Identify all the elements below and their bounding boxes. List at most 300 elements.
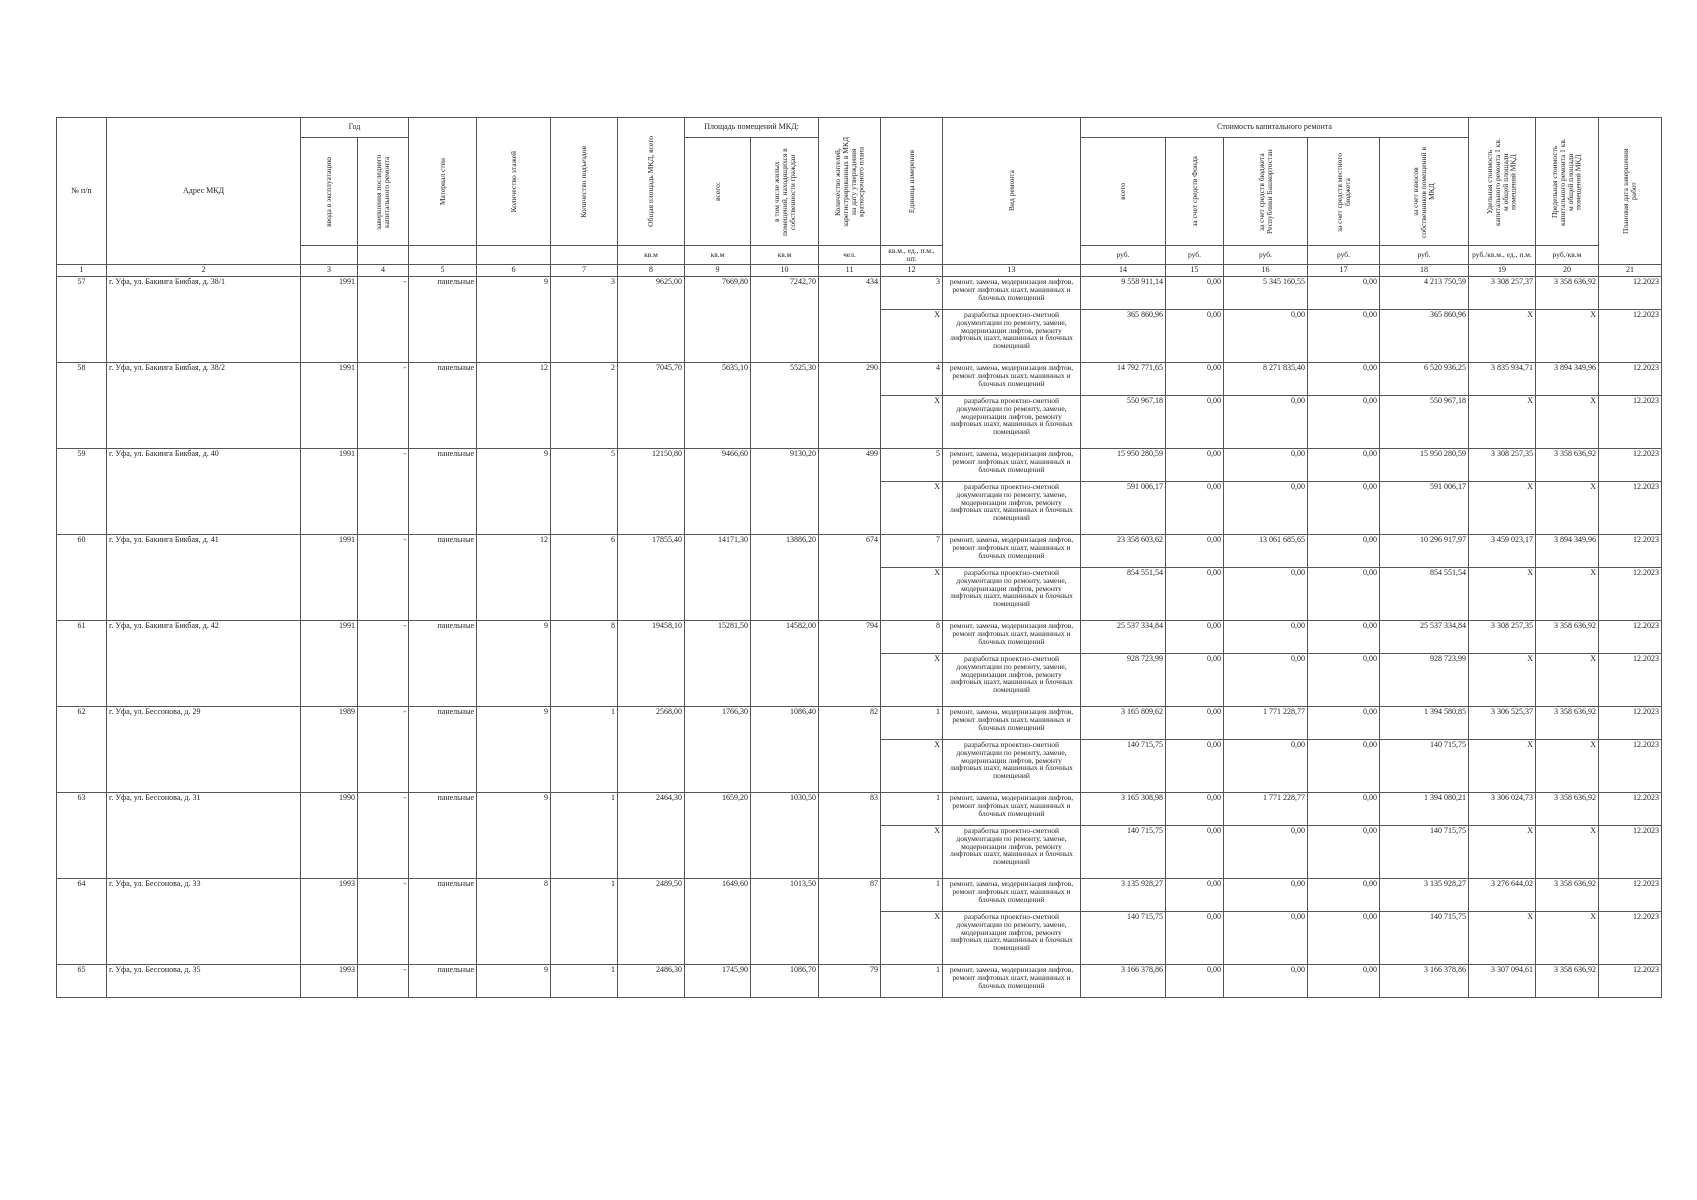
row-area-own: 1030,50 <box>751 792 819 878</box>
row-cost-total: 3 165 809,62 <box>1081 706 1166 739</box>
row-total-area: 2464,30 <box>618 792 685 878</box>
header-cost-owners: за счет взносов собственников помещений в МКД <box>1380 138 1469 246</box>
table-row <box>57 276 1662 309</box>
column-number: 13 <box>943 264 1081 276</box>
row-limit-cost: 3 358 636,92 <box>1536 276 1599 309</box>
row-cost-total: 854 551,54 <box>1081 567 1166 620</box>
row-cost-fund: 0,00 <box>1166 362 1224 395</box>
column-number-row <box>57 264 1662 276</box>
column-number: 17 <box>1308 264 1380 276</box>
header-cost-local: за счет средств местного бюджета <box>1308 138 1380 246</box>
row-limit-cost: X <box>1536 911 1599 964</box>
row-unit-cost: 3 459 023,17 <box>1469 534 1536 567</box>
row-entrances: 3 <box>551 276 618 362</box>
unit-rub: руб. <box>1081 246 1166 265</box>
row-work-type: разработка проектно-сметной документации по ремонту, замене, модернизации лифтов, ремонту лифтовых шахт, машинных и блочных помещений <box>943 911 1081 964</box>
row-address: г. Уфа, ул. Бессонова, д. 35 <box>107 964 301 997</box>
column-number: 9 <box>685 264 751 276</box>
row-cost-owners: 4 213 750,59 <box>1380 276 1469 309</box>
row-limit-cost: X <box>1536 309 1599 362</box>
row-total-area: 2486,30 <box>618 964 685 997</box>
row-cost-local: 0,00 <box>1308 911 1380 964</box>
row-unit-cost: 3 306 525,37 <box>1469 706 1536 739</box>
row-entrances: 2 <box>551 362 618 448</box>
row-work-type: разработка проектно-сметной документации по ремонту, замене, модернизации лифтов, ремонту лифтовых шахт, машинных и блочных помещений <box>943 481 1081 534</box>
row-area-own: 13886,20 <box>751 534 819 620</box>
row-floors: 12 <box>477 534 551 620</box>
row-limit-cost: 3 358 636,92 <box>1536 448 1599 481</box>
table-body <box>57 276 1662 997</box>
header-total-area: Общая площадь МКД, всего <box>618 118 685 246</box>
header-col-address: Адрес МКД <box>107 118 301 265</box>
row-work-type: ремонт, замена, модернизация лифтов, ремонт лифтовых шахт, машинных и блочных помещений <box>943 792 1081 825</box>
table-row <box>57 620 1662 653</box>
row-floors: 12 <box>477 362 551 448</box>
row-cost-republic: 0,00 <box>1224 481 1308 534</box>
row-deadline: 12.2023 <box>1599 534 1662 567</box>
row-cost-total: 365 860,96 <box>1081 309 1166 362</box>
row-residents: 434 <box>819 276 881 362</box>
table-header <box>57 118 1662 277</box>
row-cost-owners: 365 860,96 <box>1380 309 1469 362</box>
row-floors: 9 <box>477 706 551 792</box>
row-unit-cost: 3 308 257,35 <box>1469 448 1536 481</box>
row-unit-cost: 3 307 094,61 <box>1469 964 1536 997</box>
row-deadline: 12.2023 <box>1599 395 1662 448</box>
row-limit-cost: X <box>1536 481 1599 534</box>
row-quantity: 5 <box>881 448 943 481</box>
row-year-commission: 1991 <box>301 620 358 706</box>
row-number: 60 <box>57 534 107 620</box>
register-sheet <box>56 117 1662 998</box>
unit-rub: руб. <box>1380 246 1469 265</box>
row-year-commission: 1991 <box>301 362 358 448</box>
column-number: 14 <box>1081 264 1166 276</box>
row-unit-cost: 3 308 257,37 <box>1469 276 1536 309</box>
row-number: 58 <box>57 362 107 448</box>
row-address: г. Уфа, ул. Бессонова, д. 33 <box>107 878 301 964</box>
row-limit-cost: 3 358 636,92 <box>1536 706 1599 739</box>
column-number: 3 <box>301 264 358 276</box>
row-year-commission: 1991 <box>301 534 358 620</box>
unit-rub: руб. <box>1308 246 1380 265</box>
row-area-all: 1659,20 <box>685 792 751 878</box>
column-number: 8 <box>618 264 685 276</box>
row-year-last-repair: - <box>358 534 409 620</box>
row-cost-fund: 0,00 <box>1166 448 1224 481</box>
row-total-area: 19458,10 <box>618 620 685 706</box>
row-work-type: ремонт, замена, модернизация лифтов, ремонт лифтовых шахт, машинных и блочных помещений <box>943 878 1081 911</box>
row-unit-cost: X <box>1469 481 1536 534</box>
row-residents: 79 <box>819 964 881 997</box>
row-cost-total: 3 166 378,86 <box>1081 964 1166 997</box>
row-number: 65 <box>57 964 107 997</box>
row-deadline: 12.2023 <box>1599 653 1662 706</box>
row-floors: 9 <box>477 276 551 362</box>
row-cost-total: 140 715,75 <box>1081 739 1166 792</box>
row-cost-owners: 140 715,75 <box>1380 825 1469 878</box>
row-year-last-repair: - <box>358 792 409 878</box>
row-deadline: 12.2023 <box>1599 825 1662 878</box>
row-cost-fund: 0,00 <box>1166 620 1224 653</box>
row-work-type: разработка проектно-сметной документации по ремонту, замене, модернизации лифтов, ремонту лифтовых шахт, машинных и блочных помещений <box>943 395 1081 448</box>
row-cost-owners: 591 006,17 <box>1380 481 1469 534</box>
row-address: г. Уфа, ул. Бессонова, д. 31 <box>107 792 301 878</box>
row-cost-owners: 3 166 378,86 <box>1380 964 1469 997</box>
column-number: 7 <box>551 264 618 276</box>
row-quantity: X <box>881 911 943 964</box>
row-quantity: X <box>881 739 943 792</box>
row-cost-fund: 0,00 <box>1166 567 1224 620</box>
row-address: г. Уфа, ул. Бакиига Бикбая, д. 38/1 <box>107 276 301 362</box>
row-unit-cost: X <box>1469 739 1536 792</box>
row-quantity: 1 <box>881 706 943 739</box>
row-cost-total: 3 165 308,98 <box>1081 792 1166 825</box>
row-area-all: 15281,50 <box>685 620 751 706</box>
header-limit-cost: Предельная стоимость капитального ремонта 1 кв. м общей площади помещений МКД <box>1536 118 1599 246</box>
header-deadline: Плановая дата завершения работ <box>1599 118 1662 265</box>
row-cost-republic: 0,00 <box>1224 739 1308 792</box>
row-cost-total: 928 723,99 <box>1081 653 1166 706</box>
row-year-last-repair: - <box>358 448 409 534</box>
row-unit-cost: 3 276 644,02 <box>1469 878 1536 911</box>
row-wall-material: панельные <box>409 964 477 997</box>
row-work-type: ремонт, замена, модернизация лифтов, ремонт лифтовых шахт, машинных и блочных помещений <box>943 362 1081 395</box>
row-limit-cost: 3 358 636,92 <box>1536 964 1599 997</box>
unit-rub: руб. <box>1166 246 1224 265</box>
row-deadline: 12.2023 <box>1599 911 1662 964</box>
header-area-incl: в том числе жилых помещений, находящихся в собственности граждан <box>751 138 819 246</box>
header-unit-of-measure: Единица измерения <box>881 118 943 246</box>
row-work-type: разработка проектно-сметной документации по ремонту, замене, модернизации лифтов, ремонту лифтовых шахт, машинных и блочных помещений <box>943 567 1081 620</box>
unit-area: кв.м <box>618 246 685 265</box>
row-residents: 83 <box>819 792 881 878</box>
row-unit-cost: 3 308 257,35 <box>1469 620 1536 653</box>
row-address: г. Уфа, ул. Бакиига Бикбая, д. 38/2 <box>107 362 301 448</box>
row-area-all: 14171,30 <box>685 534 751 620</box>
row-wall-material: панельные <box>409 448 477 534</box>
row-cost-owners: 6 520 936,25 <box>1380 362 1469 395</box>
row-cost-owners: 140 715,75 <box>1380 911 1469 964</box>
row-limit-cost: X <box>1536 739 1599 792</box>
unit-measure: кв.м., ед., п.м., шт. <box>881 246 943 265</box>
header-floors: Количество этажей <box>477 118 551 246</box>
header-year-commission: ввода в эксплуатацию <box>301 138 358 246</box>
row-cost-fund: 0,00 <box>1166 739 1224 792</box>
row-unit-cost: 3 306 024,73 <box>1469 792 1536 825</box>
row-number: 57 <box>57 276 107 362</box>
table-row <box>57 706 1662 739</box>
row-area-own: 1086,40 <box>751 706 819 792</box>
row-unit-cost: X <box>1469 825 1536 878</box>
row-area-all: 7669,80 <box>685 276 751 362</box>
row-cost-owners: 140 715,75 <box>1380 739 1469 792</box>
row-year-commission: 1993 <box>301 878 358 964</box>
row-residents: 290 <box>819 362 881 448</box>
row-cost-local: 0,00 <box>1308 276 1380 309</box>
row-year-last-repair: - <box>358 878 409 964</box>
row-area-all: 9466,60 <box>685 448 751 534</box>
row-area-own: 9130,20 <box>751 448 819 534</box>
header-area-all: всего: <box>685 138 751 246</box>
row-residents: 794 <box>819 620 881 706</box>
unit-area: кв.м <box>685 246 751 265</box>
row-cost-local: 0,00 <box>1308 309 1380 362</box>
row-year-commission: 1989 <box>301 706 358 792</box>
row-cost-total: 14 792 771,65 <box>1081 362 1166 395</box>
row-cost-fund: 0,00 <box>1166 309 1224 362</box>
column-number: 21 <box>1599 264 1662 276</box>
row-cost-total: 23 358 603,62 <box>1081 534 1166 567</box>
row-residents: 499 <box>819 448 881 534</box>
column-number: 20 <box>1536 264 1599 276</box>
row-cost-fund: 0,00 <box>1166 706 1224 739</box>
row-wall-material: панельные <box>409 620 477 706</box>
row-work-type: ремонт, замена, модернизация лифтов, ремонт лифтовых шахт, машинных и блочных помещений <box>943 964 1081 997</box>
row-residents: 674 <box>819 534 881 620</box>
row-area-all: 5635,10 <box>685 362 751 448</box>
row-cost-republic: 1 771 228,77 <box>1224 792 1308 825</box>
row-cost-local: 0,00 <box>1308 878 1380 911</box>
header-cost-total: всего <box>1081 138 1166 246</box>
row-deadline: 12.2023 <box>1599 964 1662 997</box>
row-total-area: 2489,50 <box>618 878 685 964</box>
column-number: 16 <box>1224 264 1308 276</box>
row-work-type: ремонт, замена, модернизация лифтов, ремонт лифтовых шахт, машинных и блочных помещений <box>943 620 1081 653</box>
row-unit-cost: X <box>1469 395 1536 448</box>
row-cost-fund: 0,00 <box>1166 395 1224 448</box>
row-wall-material: панельные <box>409 792 477 878</box>
row-quantity: 7 <box>881 534 943 567</box>
row-entrances: 1 <box>551 706 618 792</box>
row-cost-republic: 1 771 228,77 <box>1224 706 1308 739</box>
header-cost-republic: за счет средств бюджета Республики Башкортостан <box>1224 138 1308 246</box>
row-cost-owners: 3 135 928,27 <box>1380 878 1469 911</box>
row-number: 62 <box>57 706 107 792</box>
row-cost-local: 0,00 <box>1308 362 1380 395</box>
row-entrances: 5 <box>551 448 618 534</box>
column-number: 5 <box>409 264 477 276</box>
unit-people: чел. <box>819 246 881 265</box>
row-floors: 9 <box>477 620 551 706</box>
row-cost-republic: 13 061 685,65 <box>1224 534 1308 567</box>
row-unit-cost: X <box>1469 911 1536 964</box>
row-wall-material: панельные <box>409 534 477 620</box>
row-work-type: ремонт, замена, модернизация лифтов, ремонт лифтовых шахт, машинных и блочных помещений <box>943 276 1081 309</box>
row-cost-republic: 0,00 <box>1224 825 1308 878</box>
row-number: 64 <box>57 878 107 964</box>
row-cost-owners: 1 394 580,85 <box>1380 706 1469 739</box>
row-floors: 9 <box>477 792 551 878</box>
row-work-type: разработка проектно-сметной документации по ремонту, замене, модернизации лифтов, ремонту лифтовых шахт, машинных и блочных помещений <box>943 825 1081 878</box>
row-cost-owners: 10 296 917,97 <box>1380 534 1469 567</box>
row-address: г. Уфа, ул. Бессонова, д. 29 <box>107 706 301 792</box>
row-cost-local: 0,00 <box>1308 706 1380 739</box>
row-cost-fund: 0,00 <box>1166 276 1224 309</box>
unit-rub: руб. <box>1224 246 1308 265</box>
row-quantity: X <box>881 309 943 362</box>
row-cost-total: 591 006,17 <box>1081 481 1166 534</box>
row-limit-cost: 3 358 636,92 <box>1536 620 1599 653</box>
row-entrances: 6 <box>551 534 618 620</box>
row-floors: 8 <box>477 878 551 964</box>
row-number: 59 <box>57 448 107 534</box>
column-number: 18 <box>1380 264 1469 276</box>
row-quantity: X <box>881 825 943 878</box>
row-cost-fund: 0,00 <box>1166 878 1224 911</box>
row-deadline: 12.2023 <box>1599 739 1662 792</box>
row-entrances: 8 <box>551 620 618 706</box>
row-total-area: 7045,70 <box>618 362 685 448</box>
header-work-type: Вид ремонта <box>943 118 1081 265</box>
row-limit-cost: X <box>1536 825 1599 878</box>
table-row <box>57 878 1662 911</box>
unit-area: кв.м <box>751 246 819 265</box>
row-area-all: 1745,90 <box>685 964 751 997</box>
row-area-own: 1013,50 <box>751 878 819 964</box>
row-cost-fund: 0,00 <box>1166 481 1224 534</box>
row-quantity: 1 <box>881 792 943 825</box>
row-year-last-repair: - <box>358 964 409 997</box>
row-work-type: ремонт, замена, модернизация лифтов, ремонт лифтовых шахт, машинных и блочных помещений <box>943 534 1081 567</box>
row-deadline: 12.2023 <box>1599 878 1662 911</box>
column-number: 2 <box>107 264 301 276</box>
row-deadline: 12.2023 <box>1599 792 1662 825</box>
row-number: 63 <box>57 792 107 878</box>
row-deadline: 12.2023 <box>1599 706 1662 739</box>
row-cost-total: 140 715,75 <box>1081 911 1166 964</box>
row-unit-cost: X <box>1469 309 1536 362</box>
row-year-commission: 1993 <box>301 964 358 997</box>
row-quantity: X <box>881 653 943 706</box>
row-cost-total: 15 950 280,59 <box>1081 448 1166 481</box>
row-cost-total: 140 715,75 <box>1081 825 1166 878</box>
row-wall-material: панельные <box>409 706 477 792</box>
row-cost-local: 0,00 <box>1308 395 1380 448</box>
header-col-number: № п/п <box>57 118 107 265</box>
row-address: г. Уфа, ул. Бакиига Бикбая, д. 41 <box>107 534 301 620</box>
row-total-area: 2568,00 <box>618 706 685 792</box>
row-quantity: X <box>881 481 943 534</box>
row-cost-local: 0,00 <box>1308 567 1380 620</box>
row-deadline: 12.2023 <box>1599 309 1662 362</box>
row-limit-cost: X <box>1536 395 1599 448</box>
row-total-area: 17855,40 <box>618 534 685 620</box>
row-year-last-repair: - <box>358 706 409 792</box>
row-cost-total: 9 558 911,14 <box>1081 276 1166 309</box>
row-cost-republic: 0,00 <box>1224 964 1308 997</box>
row-limit-cost: 3 358 636,92 <box>1536 878 1599 911</box>
row-area-all: 1649,60 <box>685 878 751 964</box>
row-cost-local: 0,00 <box>1308 792 1380 825</box>
row-work-type: ремонт, замена, модернизация лифтов, ремонт лифтовых шахт, машинных и блочных помещений <box>943 706 1081 739</box>
row-quantity: 4 <box>881 362 943 395</box>
row-area-own: 7242,70 <box>751 276 819 362</box>
row-total-area: 9625,00 <box>618 276 685 362</box>
row-cost-local: 0,00 <box>1308 534 1380 567</box>
row-cost-republic: 0,00 <box>1224 620 1308 653</box>
row-deadline: 12.2023 <box>1599 362 1662 395</box>
row-cost-owners: 550 967,18 <box>1380 395 1469 448</box>
row-area-own: 1086,70 <box>751 964 819 997</box>
row-limit-cost: 3 894 349,96 <box>1536 362 1599 395</box>
row-address: г. Уфа, ул. Бакиига Бикбая, д. 40 <box>107 448 301 534</box>
table-row <box>57 792 1662 825</box>
row-cost-republic: 0,00 <box>1224 395 1308 448</box>
header-cost-group: Стоимость капитального ремонта <box>1081 118 1469 138</box>
row-cost-owners: 854 551,54 <box>1380 567 1469 620</box>
column-number: 4 <box>358 264 409 276</box>
row-year-last-repair: - <box>358 362 409 448</box>
row-cost-total: 3 135 928,27 <box>1081 878 1166 911</box>
row-cost-republic: 8 271 835,40 <box>1224 362 1308 395</box>
row-floors: 9 <box>477 964 551 997</box>
row-year-last-repair: - <box>358 620 409 706</box>
row-cost-local: 0,00 <box>1308 448 1380 481</box>
row-deadline: 12.2023 <box>1599 448 1662 481</box>
row-cost-local: 0,00 <box>1308 620 1380 653</box>
row-cost-owners: 928 723,99 <box>1380 653 1469 706</box>
row-unit-cost: X <box>1469 653 1536 706</box>
row-cost-local: 0,00 <box>1308 481 1380 534</box>
row-work-type: разработка проектно-сметной документации по ремонту, замене, модернизации лифтов, ремонту лифтовых шахт, машинных и блочных помещений <box>943 653 1081 706</box>
column-number: 11 <box>819 264 881 276</box>
row-cost-local: 0,00 <box>1308 653 1380 706</box>
header-area-group: Площадь помещений МКД: <box>685 118 819 138</box>
row-area-all: 1766,30 <box>685 706 751 792</box>
row-number: 61 <box>57 620 107 706</box>
table-row <box>57 534 1662 567</box>
row-area-own: 5525,30 <box>751 362 819 448</box>
column-number: 1 <box>57 264 107 276</box>
row-cost-republic: 0,00 <box>1224 567 1308 620</box>
row-quantity: 8 <box>881 620 943 653</box>
row-quantity: 1 <box>881 878 943 911</box>
row-cost-owners: 15 950 280,59 <box>1380 448 1469 481</box>
column-number: 6 <box>477 264 551 276</box>
column-number: 12 <box>881 264 943 276</box>
row-cost-fund: 0,00 <box>1166 825 1224 878</box>
row-deadline: 12.2023 <box>1599 567 1662 620</box>
row-limit-cost: 3 894 349,96 <box>1536 534 1599 567</box>
row-entrances: 1 <box>551 792 618 878</box>
column-number: 10 <box>751 264 819 276</box>
header-entrances: Количество подъездов <box>551 118 618 246</box>
row-year-commission: 1991 <box>301 448 358 534</box>
row-quantity: 1 <box>881 964 943 997</box>
row-year-commission: 1990 <box>301 792 358 878</box>
row-cost-local: 0,00 <box>1308 825 1380 878</box>
row-year-commission: 1991 <box>301 276 358 362</box>
row-address: г. Уфа, ул. Бакиига Бикбая, д. 42 <box>107 620 301 706</box>
table-row <box>57 362 1662 395</box>
row-cost-republic: 0,00 <box>1224 911 1308 964</box>
row-unit-cost: 3 835 934,71 <box>1469 362 1536 395</box>
row-residents: 82 <box>819 706 881 792</box>
row-cost-fund: 0,00 <box>1166 792 1224 825</box>
row-floors: 9 <box>477 448 551 534</box>
header-year-last-repair: завершения последнего капитального ремонта <box>358 138 409 246</box>
row-year-last-repair: - <box>358 276 409 362</box>
row-deadline: 12.2023 <box>1599 481 1662 534</box>
row-cost-total: 550 967,18 <box>1081 395 1166 448</box>
row-limit-cost: X <box>1536 653 1599 706</box>
row-cost-total: 25 537 334,84 <box>1081 620 1166 653</box>
row-deadline: 12.2023 <box>1599 620 1662 653</box>
row-cost-republic: 0,00 <box>1224 309 1308 362</box>
row-deadline: 12.2023 <box>1599 276 1662 309</box>
column-number: 15 <box>1166 264 1224 276</box>
